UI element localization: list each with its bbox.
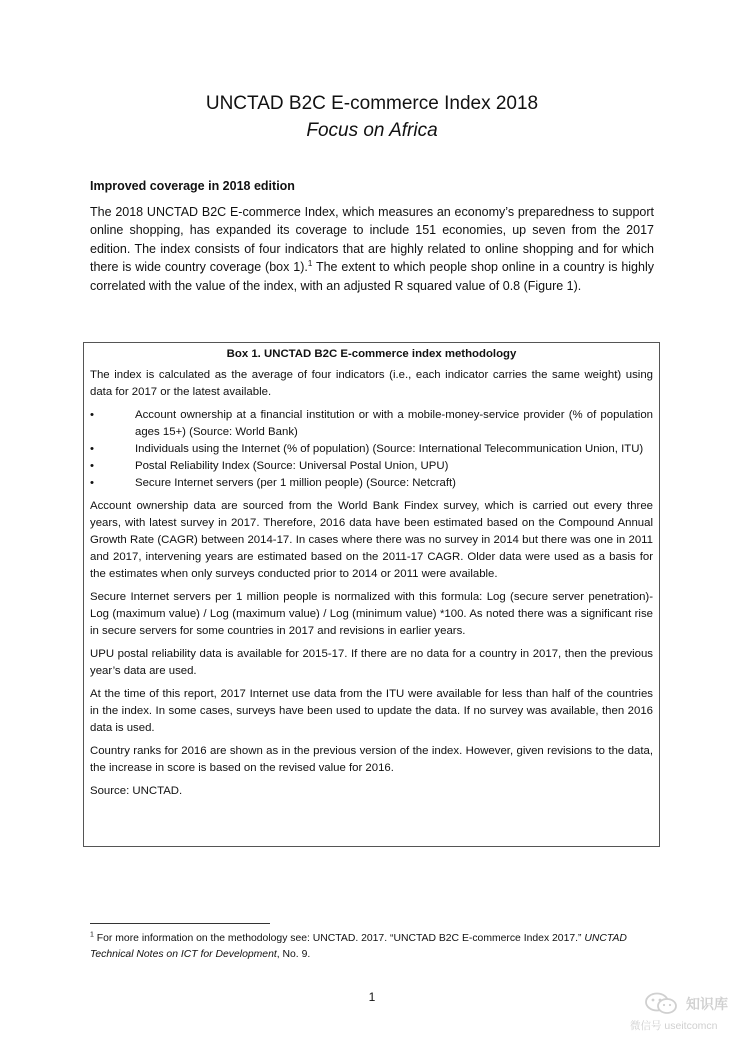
list-item-text: Account ownership at a financial institution or with a mobile-money-service provider (% of population ages 15+) (Source: World Bank) (135, 409, 653, 438)
indicator-list (90, 407, 653, 492)
box-paragraph-itu: At the time of this report, 2017 Internet use data from the ITU were available for less than half of the countries in the index. In some cases, surveys have been used to update the data. If no survey was available, then 2016 data is used. (90, 688, 653, 734)
footnote (90, 931, 670, 962)
footnote-reference[interactable]: 1 (307, 259, 313, 269)
footnote-number: 1 (90, 931, 94, 939)
list-item-text: Secure Internet servers (per 1 million people) (Source: Netcraft) (135, 477, 456, 489)
box-paragraph-upu: UPU postal reliability data is available for 2015-17. If there are no data for a country in 2017, then the previous year’s data are used. (90, 648, 653, 677)
box-paragraph-findex: Account ownership data are sourced from the World Bank Findex survey, which is carried out every three years, with latest survey in 2017. Therefore, 2016 data have been estimated based on the Compound Annual Growth Rate (CAGR) between 2014-17. In cases where there was no survey in 2014 but there was one in 2011 and 2017, intervening years are estimated based on the 2011-17 CAGR. Older data were used as a basis for the estimates when only surveys conducted prior to 2014 or 2011 were available. (90, 500, 653, 580)
document-subtitle: Focus on Africa (306, 120, 438, 141)
watermark (628, 992, 738, 1036)
list-item-text: Postal Reliability Index (Source: Universal Postal Union, UPU) (135, 460, 449, 472)
box-paragraph-servers: Secure Internet servers per 1 million people is normalized with this formula: Log (secure server penetration)-Log (maximum value) / Log (maximum value) / Log (minimum value) *100. As noted there was a significant rise in secure servers for some countries in 2017 and revisions in earlier years. (90, 591, 653, 637)
footnote-series-title: UNCTAD Technical Notes on ICT for Development (90, 933, 627, 960)
section-heading: Improved coverage in 2018 edition (90, 179, 295, 193)
footnote-divider (90, 923, 270, 924)
list-item (90, 475, 653, 492)
footnote-text: For more information on the methodology see: UNCTAD. 2017. “UNCTAD B2C E-commerce Index 2017.” (93, 933, 585, 944)
bullet-icon: • (90, 460, 94, 472)
watermark-brand: 知识库 (686, 996, 728, 1012)
box-paragraph-ranks: Country ranks for 2016 are shown as in the previous version of the index. However, given revisions to the data, the increase in score is based on the revised value for 2016. (90, 745, 653, 774)
bullet-icon: • (90, 443, 94, 455)
box-title: Box 1. UNCTAD B2C E-commerce index methodology (226, 348, 517, 360)
page-number: 1 (368, 990, 376, 1004)
watermark-account: 微信号 useitcomcn (630, 1020, 718, 1032)
list-item (90, 458, 653, 475)
intro-text-part1: The 2018 UNCTAD B2C E-commerce Index, which measures an economy’s preparedness to support online shopping, has expanded its coverage to include 151 economies, up seven from the 2017 edition. The index consists of four indicators that are highly related to online shopping and for which there is wide country coverage (box 1). (90, 205, 654, 275)
bullet-icon: • (90, 409, 94, 421)
box-intro-paragraph: The index is calculated as the average of four indicators (i.e., each indicator carries the same weight) using data for 2017 or the latest available. (90, 369, 653, 398)
intro-paragraph (90, 203, 654, 295)
bullet-icon: • (90, 477, 94, 489)
list-item-text: Individuals using the Internet (% of population) (Source: International Telecommunication Union, ITU) (135, 443, 644, 455)
document-title: UNCTAD B2C E-commerce Index 2018 (205, 93, 539, 114)
wechat-icon (644, 992, 680, 1016)
intro-text-part2: The extent to which people shop online in a country is highly correlated with the value of the index, with an adjusted R squared value of 0.8 (Figure 1). (90, 260, 654, 293)
list-item (90, 407, 653, 441)
box-source: Source: UNCTAD. (90, 785, 183, 797)
methodology-box (83, 342, 660, 847)
footnote-suffix: , No. 9. (276, 948, 311, 960)
list-item (90, 441, 653, 458)
